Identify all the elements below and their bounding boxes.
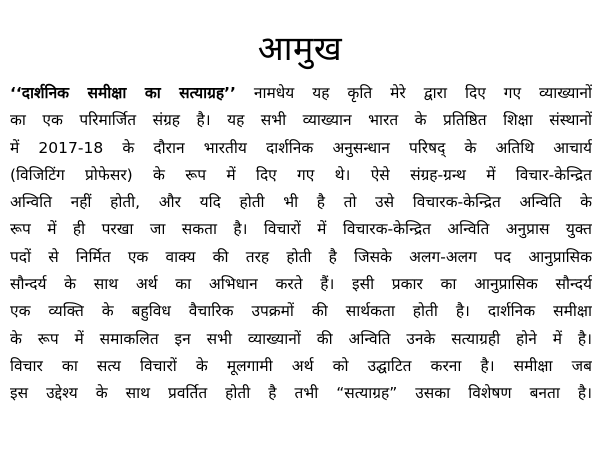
text-line: पदों से निर्मित एक वाक्य की तरह होती है जिसके अलग-अलग पद आनुप्रासिक: [10, 247, 592, 266]
text-line: के रूप में समाकलित इन सभी व्याख्यानों की अन्विति उनके सत्याग्रही होने में है।: [10, 329, 592, 348]
text-line: [10, 80, 592, 107]
text-line: सौन्दर्य के साथ अर्थ का अभिधान करते हैं। इसी प्रकार का आनुप्रासिक सौन्दर्य: [10, 275, 592, 294]
page-title: आमुख: [257, 28, 343, 69]
text-line: में 2017-18 के दौरान भारतीय दार्शनिक अनुसन्धान परिषद् के अतिथि आचार्य: [10, 138, 592, 157]
text-line-content: नामधेय यह कृति मेरे द्वारा दिए गए व्याख्यानों: [235, 84, 592, 102]
text-line: अन्विति नहीं होती, और यदि होती भी है तो उसे विचारक-केन्द्रित अन्विति के: [10, 193, 592, 212]
text-line: विचार का सत्य विचारों के मूलगामी अर्थ को उद्घाटित करना है। समीक्षा जब: [10, 356, 592, 375]
text-line: का एक परिमार्जित संग्रह है। यह सभी व्याख्यान भारत के प्रतिष्ठित शिक्षा संस्थानों: [10, 111, 592, 130]
text-line: (विजिटिंग प्रोफेसर) के रूप में दिए गए थे। ऐसे संग्रह-ग्रन्थ में विचार-केन्द्रित: [10, 165, 592, 184]
book-title-quote: ‘‘दार्शनिक समीक्षा का सत्याग्रह’’: [10, 84, 236, 102]
text-line: इस उद्देश्य के साथ प्रवर्तित होती है तभी “सत्याग्रह” उसका विशेषण बनता है।: [10, 384, 592, 403]
paragraph: [10, 80, 592, 408]
text-line: एक व्यक्ति के बहुविध वैचारिक उपक्रमों की सार्थकता होती है। दार्शनिक समीक्षा: [10, 302, 592, 321]
text-line: रूप में ही परखा जा सकता है। विचारों में विचारक-केन्द्रित अन्विति अनुप्रास युक्त: [10, 220, 592, 239]
